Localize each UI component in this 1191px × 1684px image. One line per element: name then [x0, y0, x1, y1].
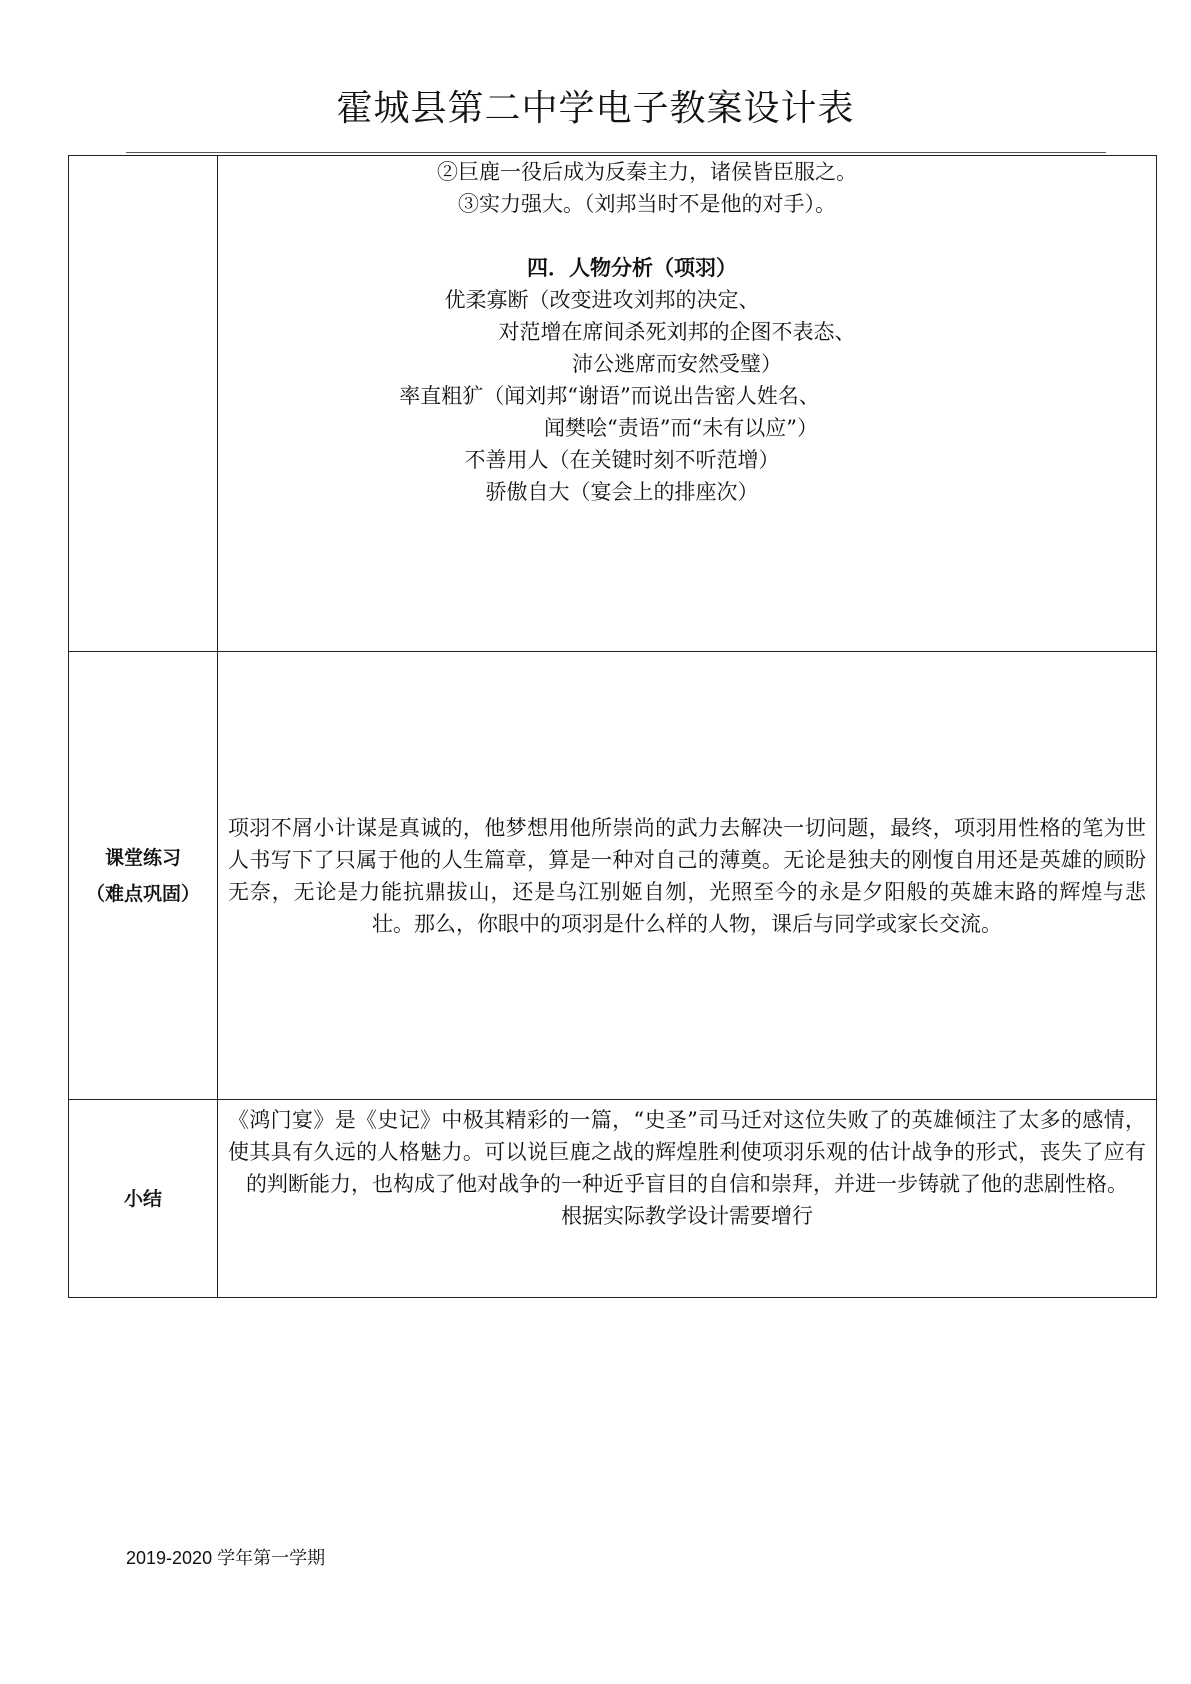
text-line: 沛公逃席而安然受璧）: [572, 352, 782, 376]
table-row: [69, 652, 1157, 1100]
page-title: 霍城县第二中学电子教案设计表: [336, 88, 855, 129]
text-line: 不善用人（在关键时刻不听范增）: [464, 448, 780, 472]
text-line: 闻樊哙“责语”而“未有以应”）: [544, 416, 818, 440]
summary-note: 根据实际教学设计需要增行: [561, 1204, 813, 1228]
summary-paragraph: 《鸿门宴》是《史记》中极其精彩的一篇，“史圣”司马迁对这位失败了的英雄倾注了太多的感情，使其具有久远的人格魅力。可以说巨鹿之战的辉煌胜利使项羽乐观的估计战争的形式，丧失了应有的判断能力，也构成了他对战争的一种近乎盲目的自信和崇拜，并进一步铸就了他的悲剧性格。: [228, 1108, 1146, 1196]
footer-term: 2019-2020 学年第一学期: [126, 1548, 326, 1568]
summary-cell: [218, 1100, 1157, 1298]
text-line: 对范增在席间杀死刘邦的企图不表态、: [498, 320, 856, 344]
practice-cell: [218, 652, 1157, 1100]
header-divider: [126, 152, 1106, 153]
blank-line: [218, 220, 1156, 252]
row-label-line: （难点巩固）: [85, 882, 200, 905]
section-heading: 四．人物分析（项羽）: [527, 256, 737, 280]
text-line: 率直粗犷（闻刘邦“谢语”而说出告密人姓名、: [399, 384, 820, 408]
practice-paragraph: 项羽不屑小计谋是真诚的，他梦想用他所崇尚的武力去解决一切问题，最终，项羽用性格的笔为世人书写下了只属于他的人生篇章，算是一种对自己的薄奠。无论是独夫的刚愎自用还是英雄的顾盼无奈，无论是力能抗鼎拔山，还是乌江别姬自刎，光照至今的永是夕阳般的英雄末路的辉煌与悲壮。那么，你眼中的项羽是什么样的人物，课后与同学或家长交流。: [228, 815, 1146, 936]
text-line: ②巨鹿一役后成为反秦主力，诸侯皆臣服之。: [437, 160, 857, 184]
row-label-practice: [69, 652, 218, 1100]
text-line: 骄傲自大（宴会上的排座次）: [485, 480, 759, 504]
text-line: 优柔寡断（改变进攻刘邦的决定、: [444, 288, 760, 312]
row-label-summary: 小结: [69, 1100, 218, 1298]
analysis-cell: [218, 156, 1157, 652]
text-line: ③实力强大。（刘邦当时不是他的对手）。: [458, 192, 836, 216]
table-row: [69, 156, 1157, 652]
table-row: [69, 1100, 1157, 1298]
row-label-line: 课堂练习: [104, 846, 181, 869]
lesson-plan-table: [68, 155, 1157, 1298]
